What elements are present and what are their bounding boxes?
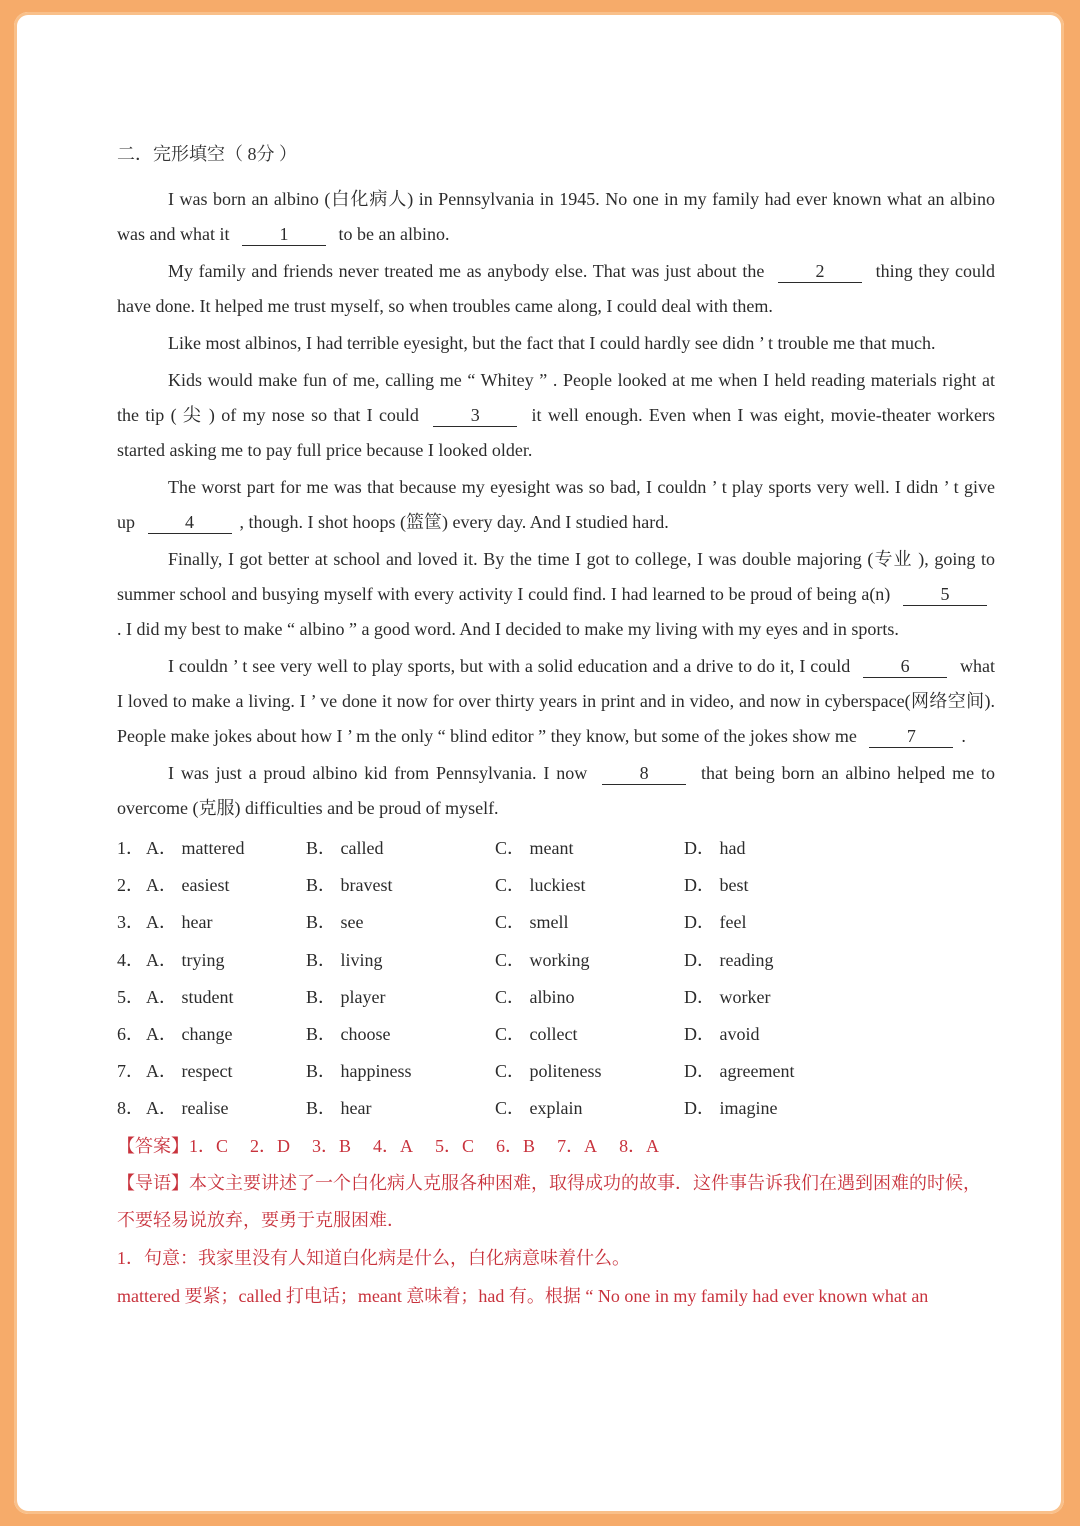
option-d: D． had — [684, 838, 746, 858]
option-d: D． worker — [684, 986, 771, 1007]
option-c: C． working — [495, 949, 590, 970]
option-d: D． agreement — [684, 1061, 795, 1082]
answer-item: 4．A — [373, 1135, 414, 1156]
explanation-line-1: 1．句意：我家里没有人知道白化病是什么，白化病意味着什么。 — [117, 1247, 630, 1268]
paragraph-4: Kids would make fun of me, calling me “ Whitey ” . People looked at me when I held reading materials right at the tip ( 尖 ) of my nose so that I could 3 it well enough. Even when I was eight, movie-theater workers started asking me to pay full price because I looked older. — [117, 370, 995, 460]
option-row-2 — [117, 867, 995, 904]
option-b: B． player — [306, 986, 386, 1007]
option-d: D． reading — [684, 949, 774, 970]
option-b: B． living — [306, 949, 383, 970]
question-number: 7． — [117, 1061, 144, 1082]
option-c: C． luckiest — [495, 875, 586, 896]
question-number: 5． — [117, 986, 144, 1007]
question-number: 2． — [117, 875, 144, 896]
answer-item: 7．A — [557, 1135, 598, 1156]
blank-7: 7 — [869, 725, 953, 748]
paragraph-8: I was just a proud albino kid from Pennsylvania. I now 8 that being born an albino helped me to overcome (克服) difficulties and be proud of myself. — [117, 763, 995, 818]
paragraph-5: The worst part for me was that because my eyesight was so bad, I couldn ’ t play sports very well. I didn ’ t give up 4 , though. I shot hoops (篮筐) every day. And I studied hard. — [117, 477, 995, 532]
option-a: A． mattered — [146, 838, 245, 858]
option-d: D． avoid — [684, 1023, 760, 1044]
blank-8: 8 — [602, 762, 686, 785]
paragraph-1: I was born an albino (白化病人) in Pennsylvania in 1945. No one in my family had ever known what an albino was and what it 1 to be an albino. — [117, 189, 995, 244]
option-a: A． change — [146, 1023, 233, 1044]
paragraph-6: Finally, I got better at school and loved it. By the time I got to college, I was double majoring (专业 ), going to summer school and busying myself with every activity I could find. I had learned to be proud of being a(n) 5. I did my best to make “ albino ” a good word. And I decided to make my living with my eyes and in sports. — [117, 549, 995, 639]
option-a: A． trying — [146, 949, 225, 970]
blank-5: 5 — [903, 583, 987, 606]
option-c: C． albino — [495, 986, 575, 1007]
option-d: D． feel — [684, 912, 747, 933]
section-title: 二．完形填空（ 8分 ） — [117, 144, 297, 164]
option-row-7 — [117, 1053, 995, 1090]
question-number: 1． — [117, 838, 144, 858]
option-b: B． called — [306, 838, 384, 858]
option-a: A． respect — [146, 1061, 233, 1082]
option-row-1 — [117, 830, 995, 867]
answer-item: 6．B — [496, 1135, 536, 1156]
option-b: B． see — [306, 912, 364, 933]
option-b: B． hear — [306, 1098, 372, 1119]
answer-item: 1．C — [189, 1135, 229, 1156]
option-row-6 — [117, 1016, 995, 1053]
options-list — [117, 830, 995, 1128]
option-b: B． choose — [306, 1023, 391, 1044]
blank-6: 6 — [863, 655, 947, 678]
option-c: C． smell — [495, 912, 569, 933]
explanation-line-2: mattered 要紧；called 打电话；meant 意味着；had 有。根据 “ No one in my family had ever known what an — [117, 1285, 929, 1306]
question-number: 8． — [117, 1098, 144, 1119]
blank-3: 3 — [433, 404, 517, 427]
option-c: C． politeness — [495, 1061, 602, 1082]
option-d: D． imagine — [684, 1098, 778, 1119]
option-a: A． easiest — [146, 875, 230, 896]
blank-1: 1 — [242, 223, 326, 246]
question-number: 6． — [117, 1023, 144, 1044]
answer-item: 5．C — [435, 1135, 475, 1156]
option-d: D． best — [684, 875, 749, 896]
question-number: 3． — [117, 912, 144, 933]
answer-label: 【答案】 — [117, 1135, 189, 1156]
page — [14, 12, 1064, 1514]
option-b: B． happiness — [306, 1061, 412, 1082]
option-a: A． student — [146, 986, 234, 1007]
option-c: C． collect — [495, 1023, 578, 1044]
answer-item: 2．D — [250, 1135, 291, 1156]
answer-key — [117, 1128, 995, 1165]
document-content — [117, 140, 995, 1315]
blank-4: 4 — [148, 511, 232, 534]
option-a: A． hear — [146, 912, 213, 933]
option-row-4 — [117, 942, 995, 979]
option-a: A． realise — [146, 1098, 229, 1119]
guide-text: 【导语】本文主要讲述了一个白化病人克服各种困难，取得成功的故事．这件事告诉我们在遇到困难的时候，不要轻易说放弃，要勇于克服困难． — [117, 1172, 981, 1230]
option-row-3 — [117, 904, 995, 941]
option-row-5 — [117, 979, 995, 1016]
question-number: 4． — [117, 949, 144, 970]
paragraph-3: Like most albinos, I had terrible eyesight, but the fact that I could hardly see didn ’ t trouble me that much. — [168, 333, 936, 353]
option-c: C． meant — [495, 838, 574, 858]
paragraph-2: My family and friends never treated me as anybody else. That was just about the 2 thing they could have done. It helped me trust myself, so when troubles came along, I could deal with them. — [117, 261, 996, 316]
blank-2: 2 — [778, 260, 862, 283]
option-c: C． explain — [495, 1098, 583, 1119]
option-b: B． bravest — [306, 875, 393, 896]
answer-item: 3．B — [312, 1135, 352, 1156]
option-row-8 — [117, 1090, 995, 1127]
paragraph-7: I couldn ’ t see very well to play sports, but with a solid education and a drive to do it, I could 6 what I loved to make a living. I ’ ve done it now for over thirty years in print and in video, and now in cyberspace(网络空间). People make jokes about how I ’ m the only “ blind editor ” they know, but some of the jokes show me 7 . — [117, 656, 995, 746]
answer-item: 8．A — [619, 1135, 660, 1156]
